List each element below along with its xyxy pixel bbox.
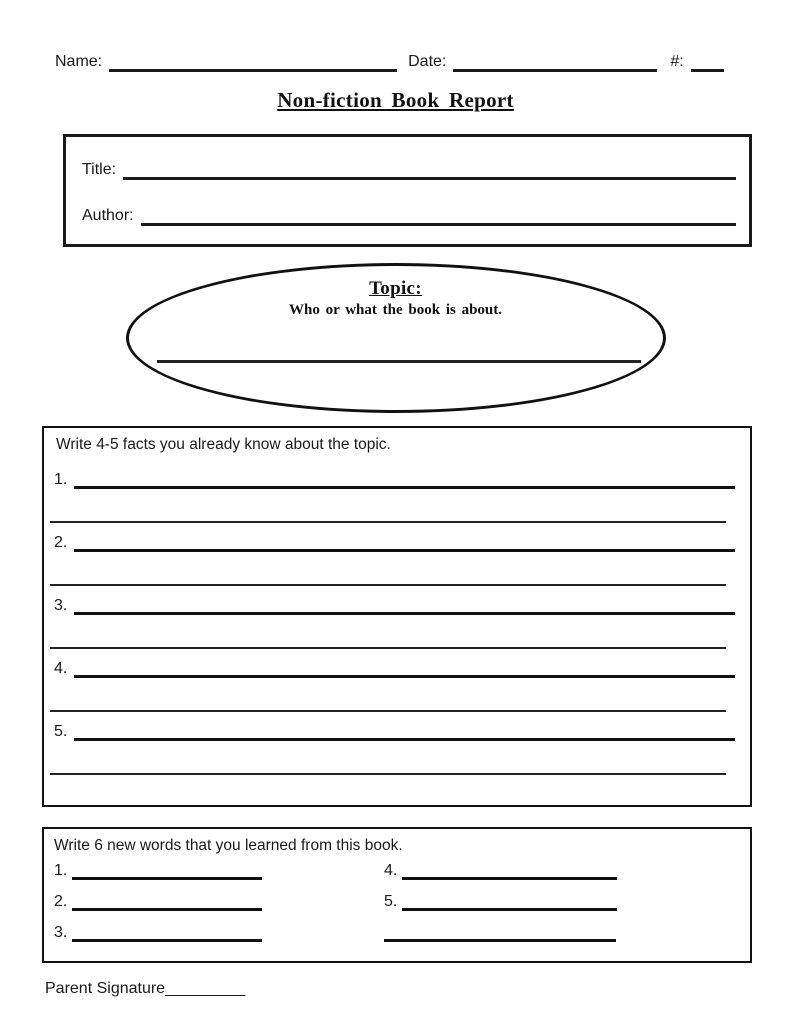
fact-field-line-1[interactable] [74,468,735,489]
vocab-field-line-4[interactable] [402,860,617,880]
vocab-row-1 [54,860,384,880]
book-title-label: Title: [82,161,117,178]
fact-row-3 [54,594,735,615]
vocabulary-section [42,827,752,963]
student-number-field-line[interactable] [691,52,724,72]
fact-continuation-line-3[interactable] [50,647,726,649]
vocab-number-1: 1. [54,862,68,879]
vocab-number-3: 3. [54,924,68,941]
vocab-field-line-5[interactable] [402,891,617,911]
topic-ellipse [126,263,666,413]
book-author-row [82,202,736,226]
vocabulary-column-right [384,858,750,942]
vocab-row-2 [54,891,384,911]
fact-field-line-3[interactable] [74,594,735,615]
fact-row-2 [54,531,735,552]
book-author-field-line[interactable] [141,206,736,226]
vocab-row-5 [384,891,750,911]
fact-continuation-line-4[interactable] [50,710,726,712]
fact-continuation-line-5[interactable] [50,773,726,775]
vocab-number-2: 2. [54,893,68,910]
topic-heading: Topic: [369,278,422,299]
header-row [0,0,791,72]
fact-field-line-5[interactable] [74,720,735,741]
vocabulary-column-left [54,858,384,942]
vocab-field-line-1[interactable] [72,860,262,880]
fact-row-5 [54,720,735,741]
book-title-field-line[interactable] [123,160,736,180]
facts-prompt: Write 4-5 facts you already know about the topic. [56,436,391,453]
fact-continuation-line-1[interactable] [50,521,726,523]
student-number-label: #: [670,53,684,70]
fact-field-line-4[interactable] [74,657,735,678]
facts-section [42,426,752,807]
vocab-row-6 [384,922,750,942]
fact-number-5: 5. [54,723,68,740]
vocab-field-line-2[interactable] [72,891,262,911]
parent-signature-label: Parent Signature_________ [45,980,246,997]
fact-number-1: 1. [54,471,68,488]
name-label: Name: [55,53,103,70]
book-author-label: Author: [82,207,134,224]
vocab-row-4 [384,860,750,880]
fact-continuation-line-2[interactable] [50,584,726,586]
book-title-row [82,156,736,180]
vocab-row-3 [54,922,384,942]
date-label: Date: [408,53,447,70]
book-info-box [63,134,752,247]
vocabulary-columns [44,858,750,942]
fact-number-4: 4. [54,660,68,677]
fact-number-2: 2. [54,534,68,551]
fact-field-line-2[interactable] [74,531,735,552]
vocab-number-4: 4. [384,862,398,879]
fact-row-4 [54,657,735,678]
vocab-field-line-6[interactable] [384,922,616,942]
page-title: Non-fiction Book Report [277,88,514,112]
fact-row-1 [54,468,735,489]
fact-number-3: 3. [54,597,68,614]
topic-description: Who or what the book is about. [288,302,502,318]
vocab-field-line-3[interactable] [72,922,262,942]
topic-field-line[interactable] [157,360,641,363]
date-field-line[interactable] [453,52,657,72]
vocab-number-5: 5. [384,893,398,910]
vocabulary-prompt: Write 6 new words that you learned from this book. [54,837,403,854]
name-field-line[interactable] [109,52,397,72]
